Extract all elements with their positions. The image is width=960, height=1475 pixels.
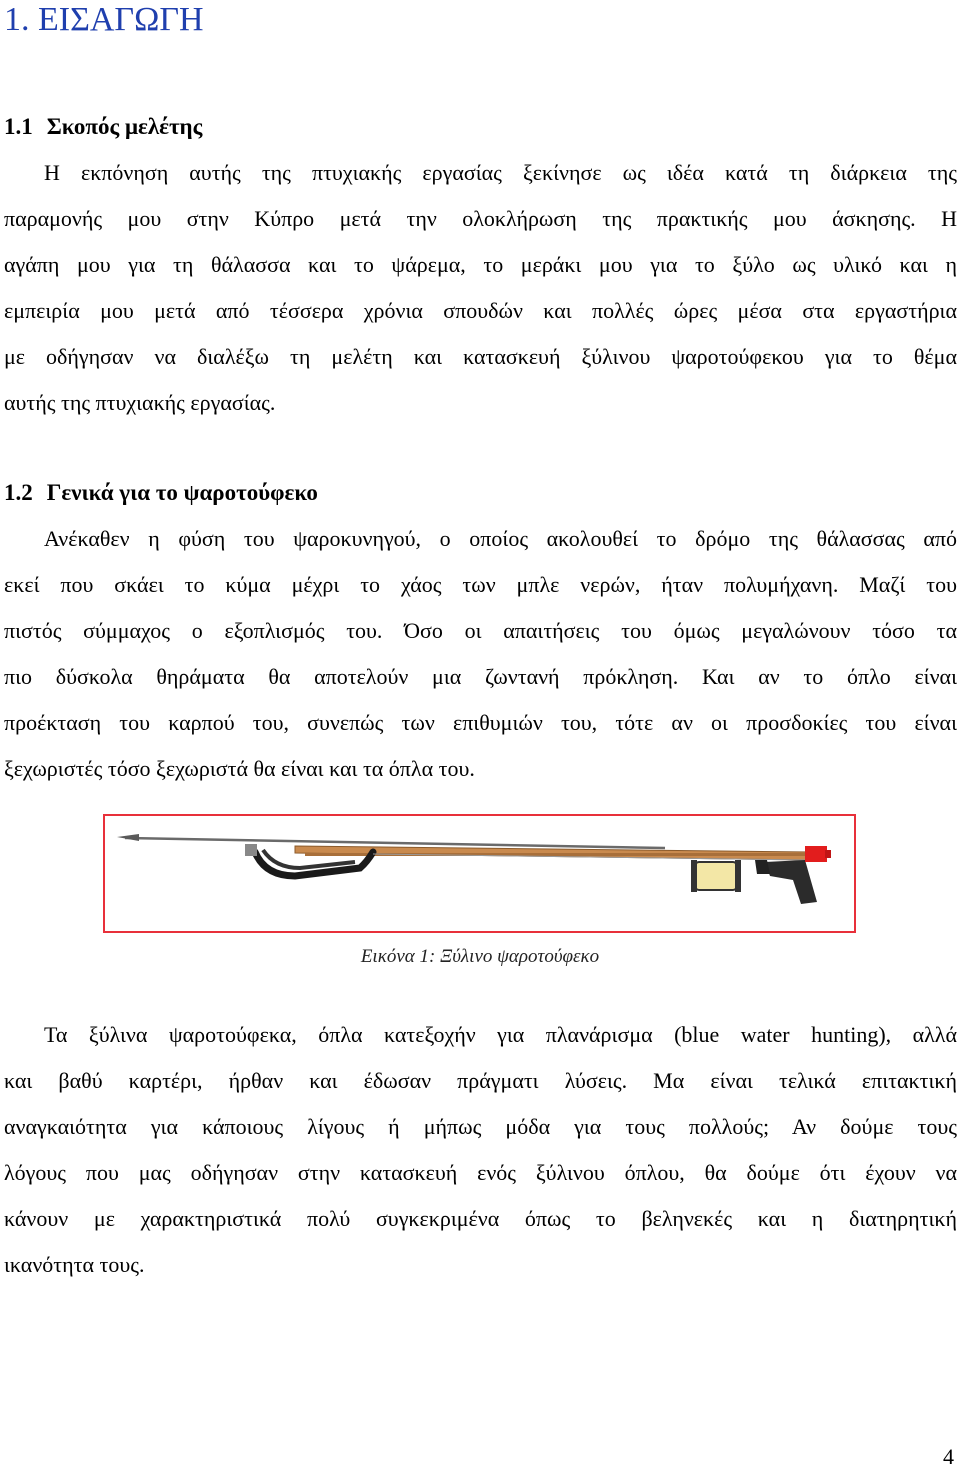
- section-number: 1.1: [4, 114, 33, 139]
- paragraph-purpose: [4, 150, 957, 426]
- chapter-heading: 1. ΕΙΣΑΓΩΓΗ: [4, 1, 204, 38]
- text-line: Η εκπόνηση αυτής της πτυχιακής εργασίας ξεκίνησε ως ιδέα κατά τη διάρκεια της: [44, 160, 957, 185]
- text-line: Τα ξύλινα ψαροτούφεκα, όπλα κατεξοχήν για πλανάρισμα (blue water hunting), αλλά: [44, 1022, 957, 1047]
- section-title: Σκοπός μελέτης: [46, 114, 203, 139]
- text-line: με οδήγησαν να διαλέξω τη μελέτη και κατασκευή ξύλινου ψαροτούφεκου για το θέμα: [4, 344, 957, 369]
- text-line: ξεχωριστές τόσο ξεχωριστά θα είναι και τα όπλα του.: [4, 756, 475, 781]
- text-line: εκεί που σκάει το κύμα μέχρι το χάος των μπλε νερών, ήταν πολυμήχανη. Μαζί του: [4, 572, 957, 597]
- page-number: 4: [943, 1444, 954, 1469]
- section-title: Γενικά για το ψαροτούφεκο: [46, 480, 318, 505]
- text-line: αυτής της πτυχιακής εργασίας.: [4, 390, 276, 415]
- speargun-illustration: [105, 816, 854, 931]
- text-line: λόγους που μας οδήγησαν στην κατασκευή ενός ξύλινου όπλου, θα δούμε ότι έχουν να: [4, 1160, 957, 1185]
- section-heading-1-1: [4, 112, 202, 142]
- text-line: παραμονής μου στην Κύπρο μετά την ολοκλήρωση της πρακτικής μου άσκησης. Η: [4, 206, 957, 231]
- text-line: κάνουν με χαρακτηριστικά πολύ συγκεκριμένα όπως το βεληνεκές και η διατηρητική: [4, 1206, 957, 1231]
- figure-caption: Εικόνα 1: Ξύλινο ψαροτούφεκο: [360, 946, 600, 967]
- text-line: προέκταση του καρπού του, συνεπώς των επιθυμιών του, τότε αν οι προσδοκίες του είναι: [4, 710, 957, 735]
- text-line: και βαθύ καρτέρι, ήρθαν και έδωσαν πράγματι λύσεις. Μα είναι τελικά επιτακτική: [4, 1068, 957, 1093]
- paragraph-wooden-guns: [4, 1012, 957, 1288]
- text-line: εμπειρία μου μετά από τέσσερα χρόνια σπουδών και πολλές ώρες μέσα στα εργαστήρια: [4, 298, 957, 323]
- section-number: 1.2: [4, 480, 33, 505]
- text-line: πιο δύσκολα θηράματα θα αποτελούν μια ζωντανή πρόκληση. Και αν το όπλο είναι: [4, 664, 957, 689]
- paragraph-general: [4, 516, 957, 792]
- text-line: αναγκαιότητα για κάποιους λίγους ή μήπως μόδα για τους πολλούς; Αν δούμε τους: [4, 1114, 957, 1139]
- text-line: αγάπη μου για τη θάλασσα και το ψάρεμα, το μεράκι μου για το ξύλο ως υλικό και η: [4, 252, 957, 277]
- text-line: ικανότητα τους.: [4, 1252, 145, 1277]
- speargun-figure: [103, 814, 856, 933]
- text-line: πιστός σύμμαχος ο εξοπλισμός του. Όσο οι απαιτήσεις του όμως μεγαλώνουν τόσο τα: [4, 618, 957, 643]
- text-line: Ανέκαθεν η φύση του ψαροκυνηγού, ο οποίος ακολουθεί το δρόμο της θάλασσας από: [44, 526, 957, 551]
- section-heading-1-2: [4, 478, 318, 508]
